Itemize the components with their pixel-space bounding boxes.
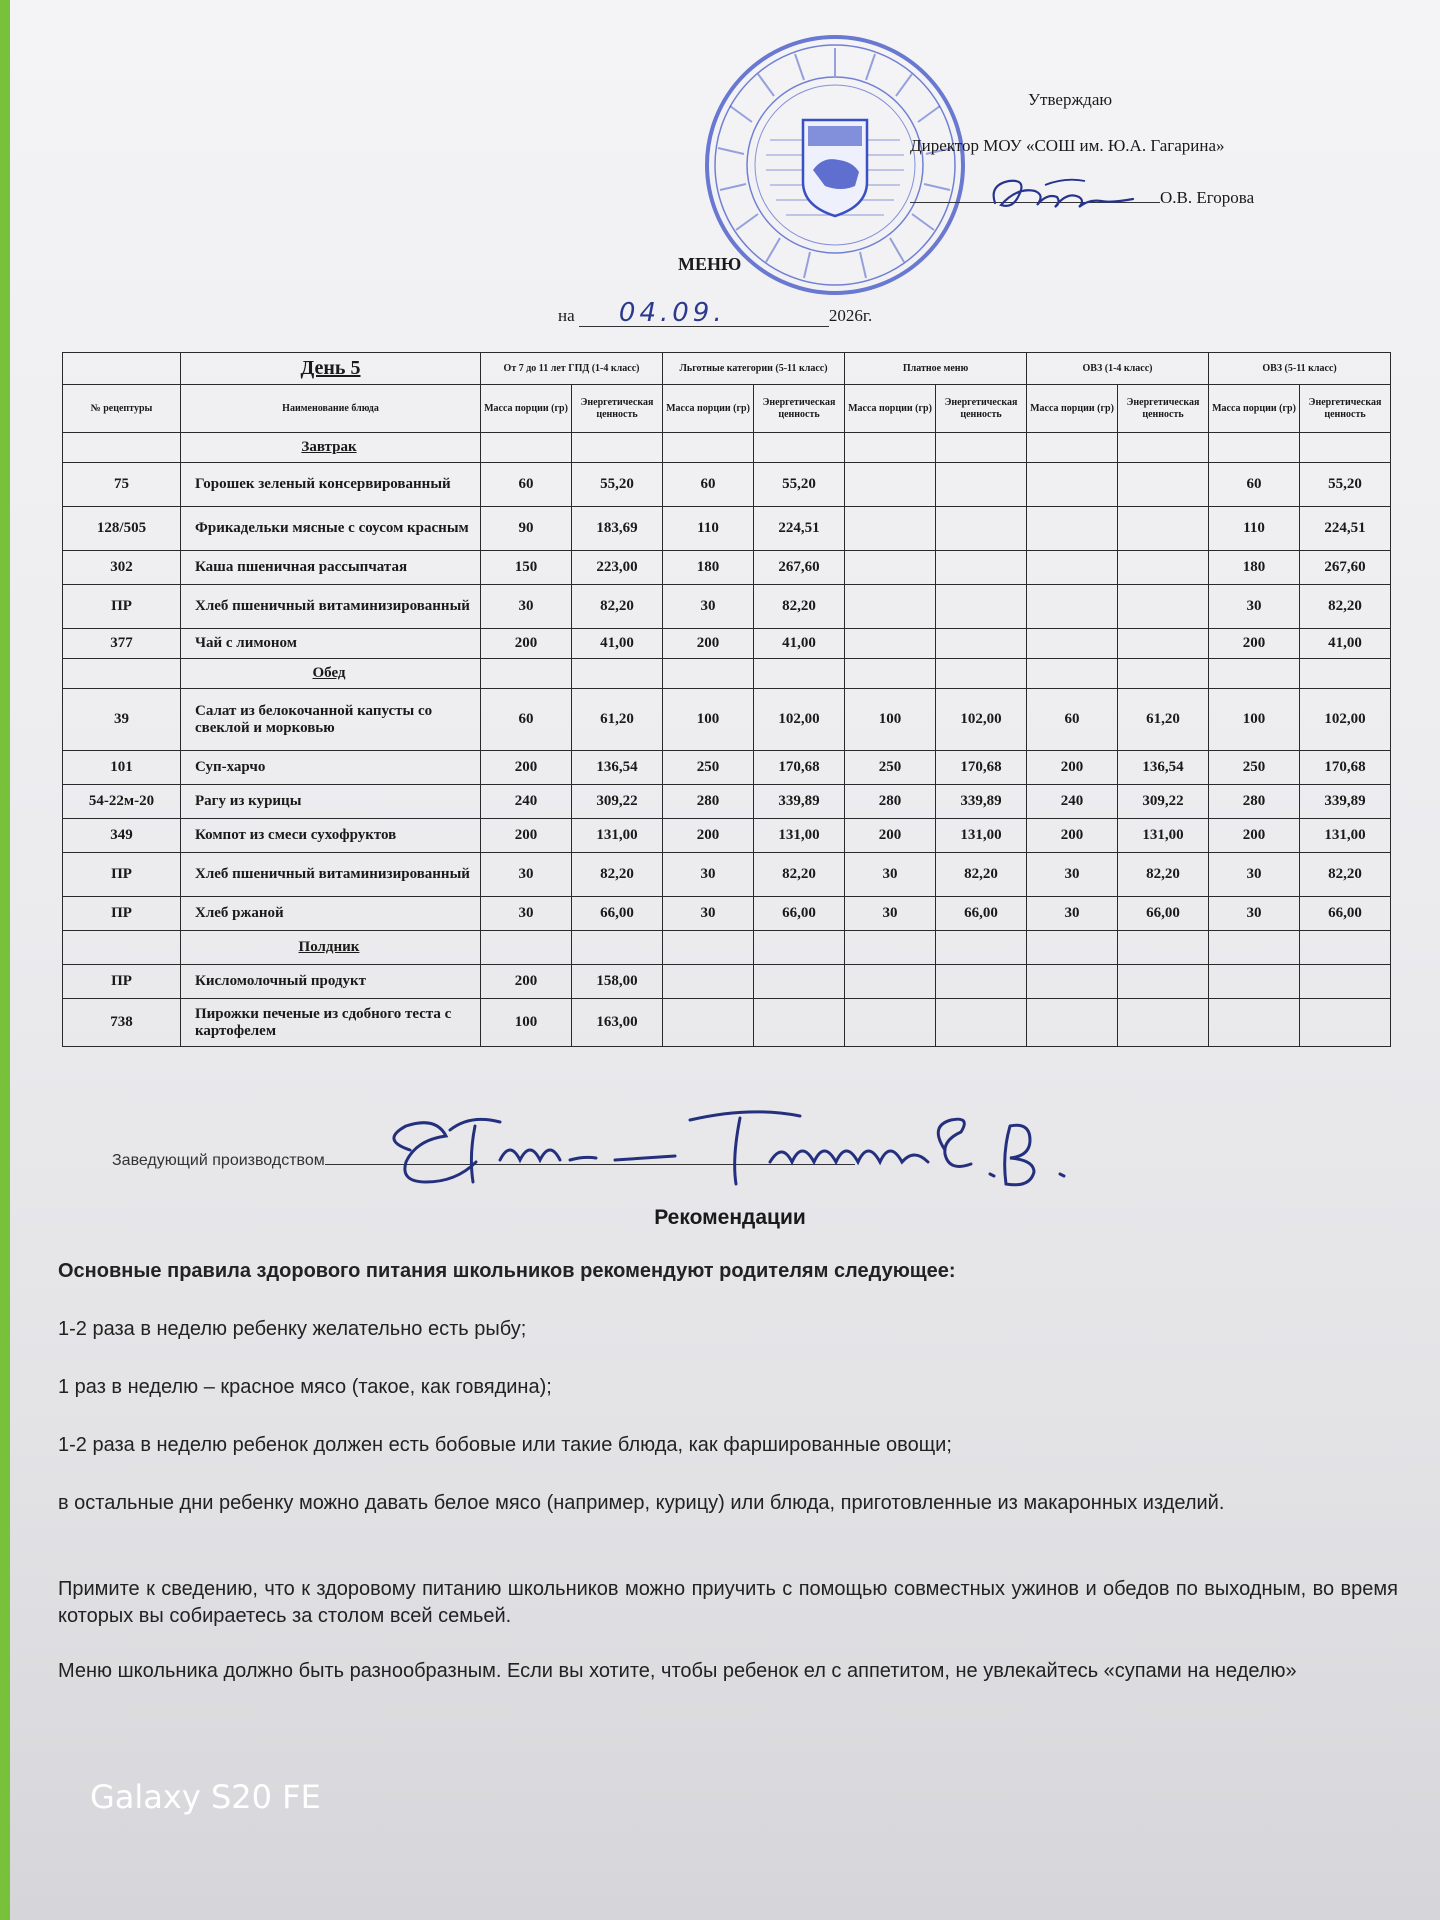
energy-cell: 82,20 <box>754 585 845 629</box>
dish-name: Рагу из курицы <box>181 785 481 819</box>
mass-cell: 200 <box>481 965 572 999</box>
energy-cell: 309,22 <box>572 785 663 819</box>
recipe-code: 738 <box>63 999 181 1047</box>
energy-cell <box>1118 965 1209 999</box>
energy-cell: 163,00 <box>572 999 663 1047</box>
energy-cell: 82,20 <box>1118 853 1209 897</box>
recipe-code: 128/505 <box>63 507 181 551</box>
energy-cell: 55,20 <box>572 463 663 507</box>
energy-cell <box>1300 965 1391 999</box>
col-mass: Масса порции (гр) <box>1209 385 1300 433</box>
col-energy: Энергетическая ценность <box>936 385 1027 433</box>
energy-cell: 66,00 <box>572 897 663 931</box>
empty-cell <box>1300 931 1391 965</box>
energy-cell <box>1118 629 1209 659</box>
dish-name: Хлеб пшеничный витаминизированный <box>181 853 481 897</box>
mass-cell: 30 <box>481 853 572 897</box>
empty-cell <box>1118 433 1209 463</box>
director-title: Директор МОУ «СОШ им. Ю.А. Гагарина» <box>910 136 1225 155</box>
empty-cell <box>1118 931 1209 965</box>
energy-cell <box>1118 551 1209 585</box>
energy-cell: 41,00 <box>1300 629 1391 659</box>
mass-cell <box>663 965 754 999</box>
group-header: От 7 до 11 лет ГПД (1-4 класс) <box>481 353 663 385</box>
mass-cell <box>663 999 754 1047</box>
energy-cell <box>1118 585 1209 629</box>
energy-cell: 224,51 <box>1300 507 1391 551</box>
mass-cell: 280 <box>1209 785 1300 819</box>
col-recipe: № рецептуры <box>63 385 181 433</box>
empty-cell <box>1027 931 1118 965</box>
col-mass: Масса порции (гр) <box>663 385 754 433</box>
mass-cell <box>1027 507 1118 551</box>
mass-cell <box>845 507 936 551</box>
date-prefix: на <box>558 306 575 325</box>
dish-name: Компот из смеси сухофруктов <box>181 819 481 853</box>
mass-cell: 200 <box>663 819 754 853</box>
mass-cell <box>1027 965 1118 999</box>
col-energy: Энергетическая ценность <box>1118 385 1209 433</box>
energy-cell <box>754 965 845 999</box>
camera-watermark: Galaxy S20 FE <box>90 1778 321 1816</box>
dish-row <box>63 629 1391 659</box>
energy-cell: 170,68 <box>936 751 1027 785</box>
empty-cell <box>1209 931 1300 965</box>
energy-cell <box>936 629 1027 659</box>
energy-cell: 223,00 <box>572 551 663 585</box>
empty-cell <box>481 931 572 965</box>
recipe-code: 75 <box>63 463 181 507</box>
dish-name: Кисломолочный продукт <box>181 965 481 999</box>
energy-cell: 66,00 <box>1300 897 1391 931</box>
recommendations-title: Рекомендации <box>654 1206 806 1229</box>
energy-cell: 131,00 <box>1300 819 1391 853</box>
document-page <box>10 0 1440 1920</box>
mass-cell: 30 <box>1027 853 1118 897</box>
dish-name: Салат из белокочанной капусты со свеклой и морковью <box>181 689 481 751</box>
energy-cell: 158,00 <box>572 965 663 999</box>
mass-cell: 100 <box>1209 689 1300 751</box>
energy-cell: 82,20 <box>936 853 1027 897</box>
mass-cell: 90 <box>481 507 572 551</box>
empty-cell <box>663 659 754 689</box>
table-body <box>63 433 1391 1047</box>
recipe-code: 349 <box>63 819 181 853</box>
mass-cell: 60 <box>1027 689 1118 751</box>
energy-cell: 82,20 <box>1300 853 1391 897</box>
mass-cell <box>1027 585 1118 629</box>
recipe-code: 302 <box>63 551 181 585</box>
empty-cell <box>663 433 754 463</box>
energy-cell: 55,20 <box>1300 463 1391 507</box>
mass-cell: 30 <box>845 897 936 931</box>
mass-cell: 30 <box>1209 585 1300 629</box>
energy-cell: 131,00 <box>754 819 845 853</box>
dish-name: Хлеб пшеничный витаминизированный <box>181 585 481 629</box>
col-mass: Масса порции (гр) <box>1027 385 1118 433</box>
mass-cell: 110 <box>663 507 754 551</box>
recommendation-item: Примите к сведению, что к здоровому питанию школьников можно приучить с помощью совместных ужинов и обедов по выходным, во время которых вы собираетесь за столом всей семьей. <box>58 1578 1398 1627</box>
mass-cell: 60 <box>663 463 754 507</box>
mass-cell: 30 <box>663 585 754 629</box>
mass-cell <box>845 585 936 629</box>
manager-signature <box>370 1090 1090 1210</box>
energy-cell: 102,00 <box>1300 689 1391 751</box>
mass-cell: 240 <box>481 785 572 819</box>
mass-cell <box>845 629 936 659</box>
mass-cell: 240 <box>1027 785 1118 819</box>
mass-cell: 200 <box>1209 819 1300 853</box>
dish-row <box>63 897 1391 931</box>
dish-name: Чай с лимоном <box>181 629 481 659</box>
mass-cell: 180 <box>1209 551 1300 585</box>
manager-label: Заведующий производством <box>112 1152 325 1169</box>
empty-cell <box>1118 659 1209 689</box>
menu-table-container <box>62 352 1390 1047</box>
mass-cell: 60 <box>481 463 572 507</box>
energy-cell: 267,60 <box>1300 551 1391 585</box>
col-energy: Энергетическая ценность <box>572 385 663 433</box>
mass-cell: 200 <box>1209 629 1300 659</box>
empty-cell <box>63 433 181 463</box>
energy-cell <box>936 507 1027 551</box>
mass-cell: 30 <box>1209 897 1300 931</box>
energy-cell: 136,54 <box>572 751 663 785</box>
mass-cell: 30 <box>481 585 572 629</box>
empty-cell <box>1209 433 1300 463</box>
empty-cell <box>481 659 572 689</box>
mass-cell <box>845 999 936 1047</box>
energy-cell: 66,00 <box>936 897 1027 931</box>
mass-cell: 200 <box>1027 751 1118 785</box>
empty-cell <box>1027 433 1118 463</box>
energy-cell <box>1300 999 1391 1047</box>
energy-cell: 131,00 <box>1118 819 1209 853</box>
mass-cell <box>1209 965 1300 999</box>
energy-cell <box>754 999 845 1047</box>
empty-cell <box>936 433 1027 463</box>
recommendation-item: в остальные дни ребенку можно давать белое мясо (например, курицу) или блюда, приготовленные из макаронных изделий. <box>58 1492 1225 1514</box>
table-header <box>63 353 1391 433</box>
empty-cell <box>572 659 663 689</box>
mass-cell: 250 <box>1209 751 1300 785</box>
empty-cell <box>481 433 572 463</box>
dish-row <box>63 551 1391 585</box>
dish-row <box>63 853 1391 897</box>
mass-cell <box>845 965 936 999</box>
energy-cell: 82,20 <box>572 853 663 897</box>
group-header: ОВЗ (5-11 класс) <box>1209 353 1391 385</box>
empty-cell <box>663 931 754 965</box>
energy-cell: 339,89 <box>1300 785 1391 819</box>
group-header: Льготные категории (5-11 класс) <box>663 353 845 385</box>
mass-cell: 30 <box>1209 853 1300 897</box>
empty-cell <box>845 433 936 463</box>
recipe-code: 101 <box>63 751 181 785</box>
energy-cell: 136,54 <box>1118 751 1209 785</box>
energy-cell <box>936 551 1027 585</box>
recipe-code: ПР <box>63 897 181 931</box>
energy-cell <box>1118 463 1209 507</box>
mass-cell: 250 <box>663 751 754 785</box>
mass-cell <box>845 463 936 507</box>
mass-cell <box>1027 999 1118 1047</box>
empty-cell <box>1300 659 1391 689</box>
mass-cell: 250 <box>845 751 936 785</box>
energy-cell: 82,20 <box>754 853 845 897</box>
menu-table <box>62 352 1391 1047</box>
energy-cell <box>936 999 1027 1047</box>
menu-title: МЕНЮ <box>678 254 742 274</box>
recipe-code: 39 <box>63 689 181 751</box>
recipe-code: 54-22м-20 <box>63 785 181 819</box>
dish-row <box>63 965 1391 999</box>
dish-row <box>63 463 1391 507</box>
empty-cell <box>936 659 1027 689</box>
dish-row <box>63 507 1391 551</box>
dish-name: Фрикадельки мясные с соусом красным <box>181 507 481 551</box>
director-signature <box>985 165 1155 225</box>
energy-cell: 183,69 <box>572 507 663 551</box>
group-header: ОВЗ (1-4 класс) <box>1027 353 1209 385</box>
section-title: Обед <box>181 659 481 689</box>
group-header: Платное меню <box>845 353 1027 385</box>
energy-cell: 131,00 <box>572 819 663 853</box>
mass-cell <box>1027 463 1118 507</box>
empty-cell <box>63 931 181 965</box>
mass-cell: 200 <box>481 751 572 785</box>
energy-cell: 267,60 <box>754 551 845 585</box>
menu-date <box>558 300 872 327</box>
mass-cell: 30 <box>845 853 936 897</box>
mass-cell <box>1027 551 1118 585</box>
energy-cell: 339,89 <box>754 785 845 819</box>
date-handwritten: 04.09. <box>579 300 829 327</box>
mass-cell: 30 <box>1027 897 1118 931</box>
col-dish-name: Наименование блюда <box>181 385 481 433</box>
energy-cell: 61,20 <box>1118 689 1209 751</box>
section-row <box>63 433 1391 463</box>
recipe-code: ПР <box>63 853 181 897</box>
energy-cell: 41,00 <box>754 629 845 659</box>
energy-cell <box>1118 507 1209 551</box>
empty-cell <box>1209 659 1300 689</box>
energy-cell <box>1118 999 1209 1047</box>
recipe-code: ПР <box>63 585 181 629</box>
mass-cell <box>1027 629 1118 659</box>
empty-cell <box>1027 659 1118 689</box>
energy-cell: 41,00 <box>572 629 663 659</box>
mass-cell: 280 <box>845 785 936 819</box>
empty-cell <box>754 931 845 965</box>
col-energy: Энергетическая ценность <box>754 385 845 433</box>
section-title: Полдник <box>181 931 481 965</box>
energy-cell <box>936 965 1027 999</box>
energy-cell: 66,00 <box>1118 897 1209 931</box>
energy-cell <box>936 585 1027 629</box>
mass-cell: 100 <box>663 689 754 751</box>
date-suffix: 2026г. <box>828 306 873 325</box>
empty-cell <box>754 659 845 689</box>
dish-row <box>63 689 1391 751</box>
energy-cell: 339,89 <box>936 785 1027 819</box>
mass-cell: 200 <box>481 629 572 659</box>
empty-cell <box>754 433 845 463</box>
dish-row <box>63 785 1391 819</box>
dish-name: Горошек зеленый консервированный <box>181 463 481 507</box>
col-mass: Масса порции (гр) <box>845 385 936 433</box>
empty-cell <box>572 931 663 965</box>
energy-cell: 309,22 <box>1118 785 1209 819</box>
col-mass: Масса порции (гр) <box>481 385 572 433</box>
dish-name: Хлеб ржаной <box>181 897 481 931</box>
mass-cell: 30 <box>663 897 754 931</box>
section-title: Завтрак <box>181 433 481 463</box>
mass-cell: 200 <box>663 629 754 659</box>
energy-cell <box>936 463 1027 507</box>
section-row <box>63 931 1391 965</box>
energy-cell: 102,00 <box>936 689 1027 751</box>
dish-row <box>63 751 1391 785</box>
energy-cell: 170,68 <box>1300 751 1391 785</box>
recipe-code: ПР <box>63 965 181 999</box>
energy-cell: 66,00 <box>754 897 845 931</box>
energy-cell: 131,00 <box>936 819 1027 853</box>
day-label: День 5 <box>181 353 481 385</box>
energy-cell: 170,68 <box>754 751 845 785</box>
energy-cell: 102,00 <box>754 689 845 751</box>
mass-cell: 200 <box>845 819 936 853</box>
mass-cell: 30 <box>481 897 572 931</box>
dish-name: Каша пшеничная рассыпчатая <box>181 551 481 585</box>
empty-cell <box>845 659 936 689</box>
recommendation-item: 1-2 раза в неделю ребенок должен есть бобовые или такие блюда, как фаршированные овощи; <box>58 1434 952 1456</box>
mass-cell: 30 <box>663 853 754 897</box>
dish-row <box>63 999 1391 1047</box>
recommendation-item: 1 раз в неделю – красное мясо (такое, как говядина); <box>58 1376 552 1398</box>
energy-cell: 82,20 <box>572 585 663 629</box>
energy-cell: 224,51 <box>754 507 845 551</box>
mass-cell <box>845 551 936 585</box>
empty-cell <box>572 433 663 463</box>
recommendations-intro: Основные правила здорового питания школьников рекомендуют родителям следующее: <box>58 1260 956 1282</box>
recipe-code: 377 <box>63 629 181 659</box>
mass-cell <box>1209 999 1300 1047</box>
empty-cell <box>845 931 936 965</box>
col-energy: Энергетическая ценность <box>1300 385 1391 433</box>
mass-cell: 60 <box>481 689 572 751</box>
energy-cell: 82,20 <box>1300 585 1391 629</box>
dish-name: Суп-харчо <box>181 751 481 785</box>
mass-cell: 200 <box>1027 819 1118 853</box>
mass-cell: 110 <box>1209 507 1300 551</box>
header-blank <box>63 353 181 385</box>
mass-cell: 100 <box>481 999 572 1047</box>
dish-name: Пирожки печеные из сдобного теста с картофелем <box>181 999 481 1047</box>
section-row <box>63 659 1391 689</box>
mass-cell: 280 <box>663 785 754 819</box>
mass-cell: 150 <box>481 551 572 585</box>
dish-row <box>63 585 1391 629</box>
empty-cell <box>1300 433 1391 463</box>
empty-cell <box>63 659 181 689</box>
energy-cell: 55,20 <box>754 463 845 507</box>
recommendation-item: 1-2 раза в неделю ребенку желательно есть рыбу; <box>58 1318 527 1340</box>
dish-row <box>63 819 1391 853</box>
mass-cell: 60 <box>1209 463 1300 507</box>
approve-label: Утверждаю <box>1028 90 1113 109</box>
recommendation-item: Меню школьника должно быть разнообразным. Если вы хотите, чтобы ребенок ел с аппетитом, не увлекайтесь «супами на неделю» <box>58 1660 1297 1682</box>
director-name: О.В. Егорова <box>1160 188 1255 207</box>
mass-cell: 200 <box>481 819 572 853</box>
empty-cell <box>936 931 1027 965</box>
energy-cell: 61,20 <box>572 689 663 751</box>
mass-cell: 180 <box>663 551 754 585</box>
mass-cell: 100 <box>845 689 936 751</box>
